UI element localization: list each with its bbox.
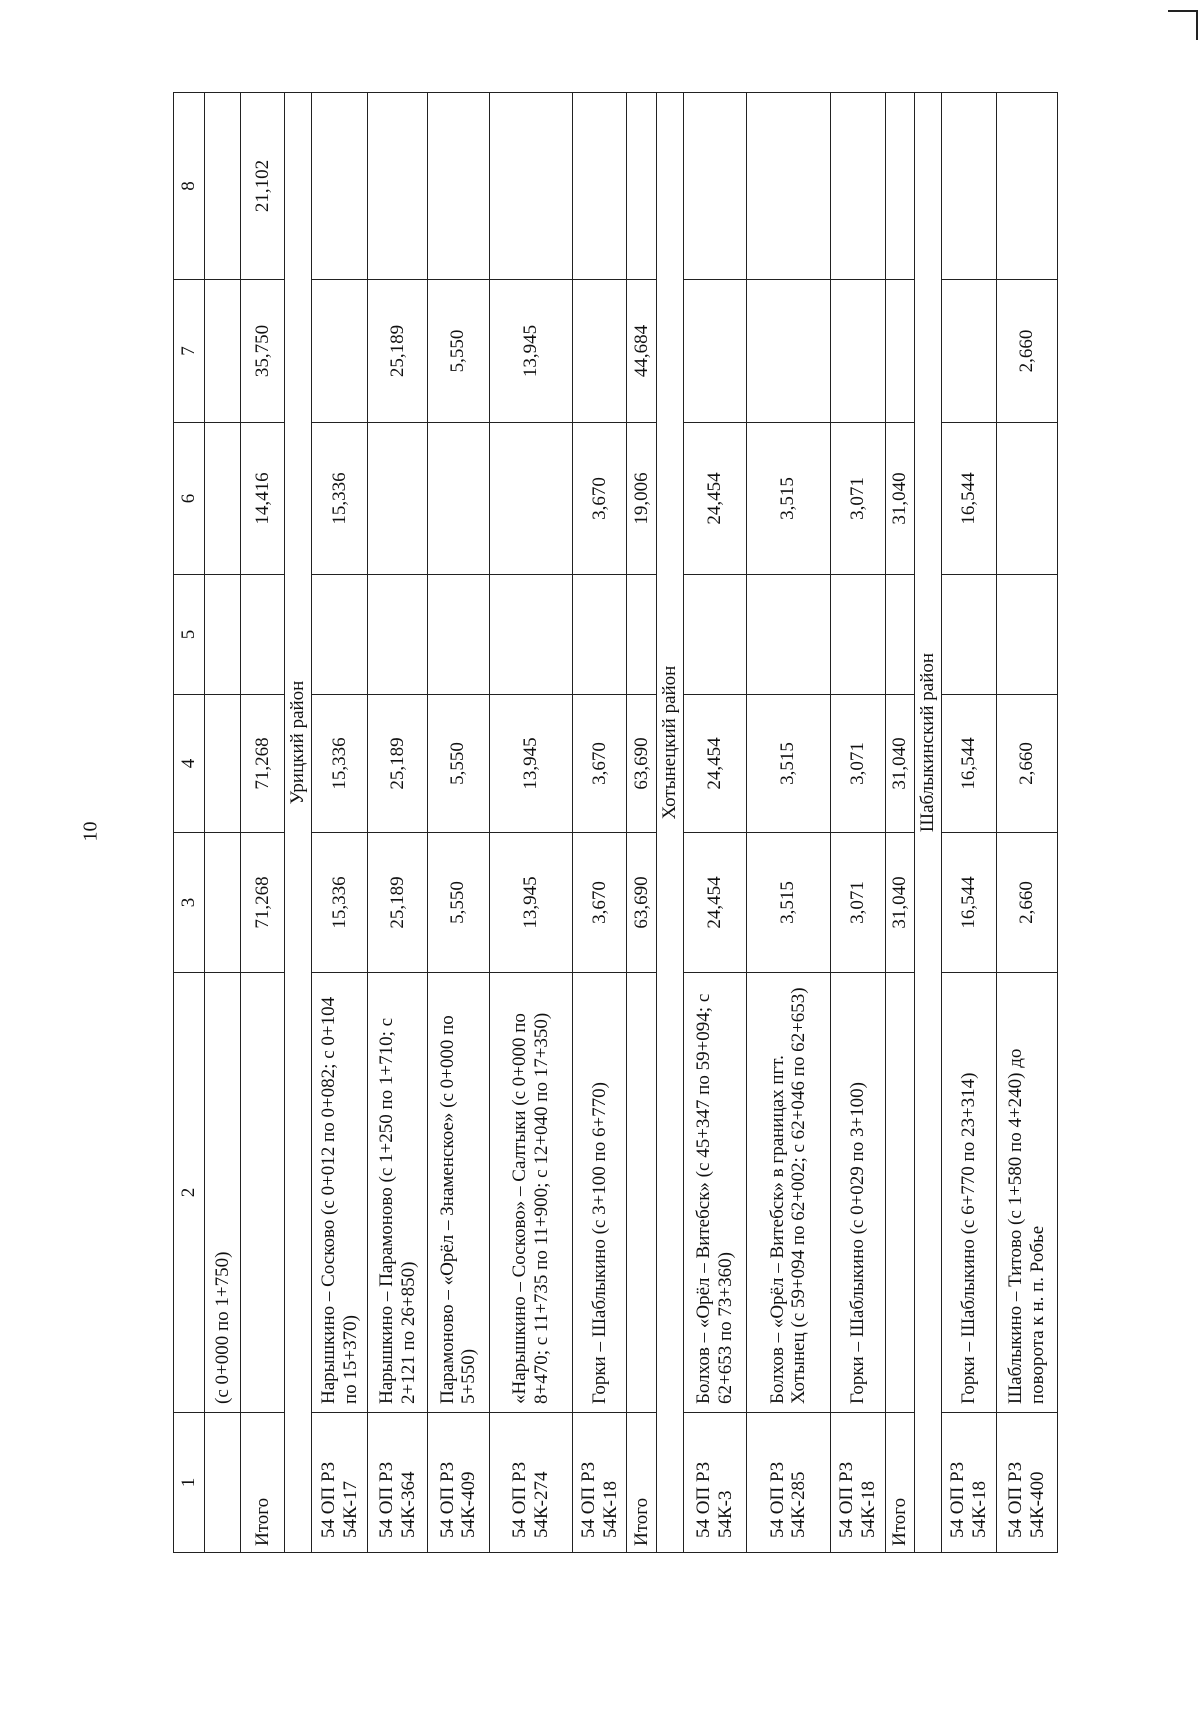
value-cell [489,93,573,280]
value-cell: 16,544 [942,833,996,973]
total-value [627,93,657,280]
value-cell [367,423,427,575]
header-row [174,93,205,1553]
total-value: 44,684 [627,280,657,423]
value-cell: 5,550 [428,280,489,423]
region-title: Урицкий район [285,93,312,1553]
total-value: 31,040 [885,833,915,973]
table-row [367,93,427,1553]
value-cell: 3,071 [831,423,885,575]
value-cell: 3,515 [746,833,831,973]
header-cell: 4 [174,695,205,833]
value-cell [942,575,996,695]
road-code: 54 ОП РЗ 54К-400 [996,1413,1058,1553]
value-cell [312,93,368,280]
road-code: 54 ОП РЗ 54К-3 [684,1413,746,1553]
value-cell [684,93,746,280]
road-name: Болхов – «Орёл – Витебск» (с 45+347 по 59+094; с 62+653 по 73+360) [684,973,746,1413]
road-name: Парамоново – «Орёл – Знаменское» (с 0+000 по 5+550) [428,973,489,1413]
table-row [684,93,746,1553]
value-cell [573,280,627,423]
value-cell: 5,550 [428,833,489,973]
road-name: Шаблыкино – Титово (с 1+580 по 4+240) до поворота к н. п. Робье [996,973,1058,1413]
value-cell [428,423,489,575]
value-cell [573,93,627,280]
value-cell: 3,071 [831,833,885,973]
value-cell: 16,544 [942,695,996,833]
road-name: Болхов – «Орёл – Витебск» в границах пгт. Хотынец (с 59+094 по 62+002; с 62+046 по 62+653) [746,973,831,1413]
value-cell: 2,660 [996,280,1058,423]
total-value: 19,006 [627,423,657,575]
value-cell [746,93,831,280]
table-row [428,93,489,1553]
road-code: 54 ОП РЗ 54К-409 [428,1413,489,1553]
total-value: 71,268 [240,695,285,833]
road-name: «Нарышкино – Сосково» – Салтыки (с 0+000 по 8+470; с 11+735 по 11+900; с 12+040 по 17+350) [489,973,573,1413]
value-cell [684,575,746,695]
value-cell: 24,454 [684,695,746,833]
value-cell: 13,945 [489,280,573,423]
table-cell [205,1413,241,1553]
total-value: 31,040 [885,695,915,833]
road-name: Горки – Шаблыкино (с 6+770 по 23+314) [942,973,996,1413]
total-value: 63,690 [627,695,657,833]
table-row [831,93,885,1553]
table-cell [205,93,241,280]
total-value: 63,690 [627,833,657,973]
value-cell: 24,454 [684,423,746,575]
value-cell [489,423,573,575]
table-row [746,93,831,1553]
region-title: Хотынецкий район [657,93,684,1553]
total-label: Итого [240,1413,285,1553]
value-cell: 3,071 [831,695,885,833]
value-cell: 5,550 [428,695,489,833]
value-cell: 25,189 [367,280,427,423]
roads-table [173,92,1058,1553]
value-cell [684,280,746,423]
value-cell [831,93,885,280]
road-code: 54 ОП РЗ 54К-364 [367,1413,427,1553]
value-cell [312,575,368,695]
total-value [240,575,285,695]
value-cell [367,93,427,280]
value-cell: 24,454 [684,833,746,973]
value-cell [428,575,489,695]
table-body [174,93,1058,1553]
value-cell [489,575,573,695]
road-name: Горки – Шаблыкино (с 0+029 по 3+100) [831,973,885,1413]
value-cell: 25,189 [367,695,427,833]
table-cell [205,280,241,423]
table-row [942,93,996,1553]
value-cell [573,575,627,695]
total-row [885,93,915,1553]
road-code: 54 ОП РЗ 54К-17 [312,1413,368,1553]
table-cell [205,833,241,973]
value-cell [996,575,1058,695]
total-row [240,93,285,1553]
road-name: (с 0+000 по 1+750) [205,973,241,1413]
value-cell [996,93,1058,280]
value-cell [942,280,996,423]
value-cell [996,423,1058,575]
total-row [627,93,657,1553]
page-number: 10 [79,821,102,842]
total-value [627,575,657,695]
header-cell: 5 [174,575,205,695]
road-name: Нарышкино – Парамоново (с 1+250 по 1+710; с 2+121 по 26+850) [367,973,427,1413]
road-name: Нарышкино – Сосково (с 0+012 по 0+082; с 0+104 по 15+370) [312,973,368,1413]
value-cell: 3,670 [573,833,627,973]
header-cell: 3 [174,833,205,973]
continued-row [205,93,241,1553]
table-cell [240,973,285,1413]
value-cell: 15,336 [312,423,368,575]
value-cell: 16,544 [942,423,996,575]
table-row [573,93,627,1553]
value-cell [428,93,489,280]
table-cell [627,973,657,1413]
road-code: 54 ОП РЗ 54К-274 [489,1413,573,1553]
header-cell: 6 [174,423,205,575]
rotated-table-container [173,93,1058,1553]
table-cell [205,575,241,695]
total-value: 35,750 [240,280,285,423]
table-cell [205,695,241,833]
region-row [657,93,684,1553]
value-cell: 15,336 [312,833,368,973]
value-cell [942,93,996,280]
total-value: 71,268 [240,833,285,973]
total-label: Итого [885,1413,915,1553]
value-cell: 2,660 [996,833,1058,973]
total-label: Итого [627,1413,657,1553]
value-cell: 2,660 [996,695,1058,833]
table-cell [205,423,241,575]
corner-crop-mark [1168,10,1198,40]
value-cell [746,280,831,423]
value-cell: 25,189 [367,833,427,973]
header-cell: 8 [174,93,205,280]
value-cell [831,280,885,423]
road-code: 54 ОП РЗ 54К-18 [573,1413,627,1553]
value-cell [312,280,368,423]
table-row [312,93,368,1553]
table-cell [885,973,915,1413]
road-code: 54 ОП РЗ 54К-285 [746,1413,831,1553]
value-cell: 3,515 [746,423,831,575]
header-cell: 2 [174,973,205,1413]
header-cell: 1 [174,1413,205,1553]
region-row [915,93,942,1553]
value-cell: 3,670 [573,695,627,833]
value-cell [746,575,831,695]
value-cell [831,575,885,695]
road-name: Горки – Шаблыкино (с 3+100 по 6+770) [573,973,627,1413]
value-cell: 13,945 [489,695,573,833]
total-value [885,93,915,280]
header-cell: 7 [174,280,205,423]
region-title: Шаблыкинский район [915,93,942,1553]
total-value [885,280,915,423]
road-code: 54 ОП РЗ 54К-18 [831,1413,885,1553]
table-row [996,93,1058,1553]
value-cell: 3,670 [573,423,627,575]
total-value: 31,040 [885,423,915,575]
total-value [885,575,915,695]
total-value: 21,102 [240,93,285,280]
road-code: 54 ОП РЗ 54К-18 [942,1413,996,1553]
region-row [285,93,312,1553]
total-value: 14,416 [240,423,285,575]
table-row [489,93,573,1553]
value-cell: 13,945 [489,833,573,973]
value-cell: 3,515 [746,695,831,833]
value-cell: 15,336 [312,695,368,833]
value-cell [367,575,427,695]
